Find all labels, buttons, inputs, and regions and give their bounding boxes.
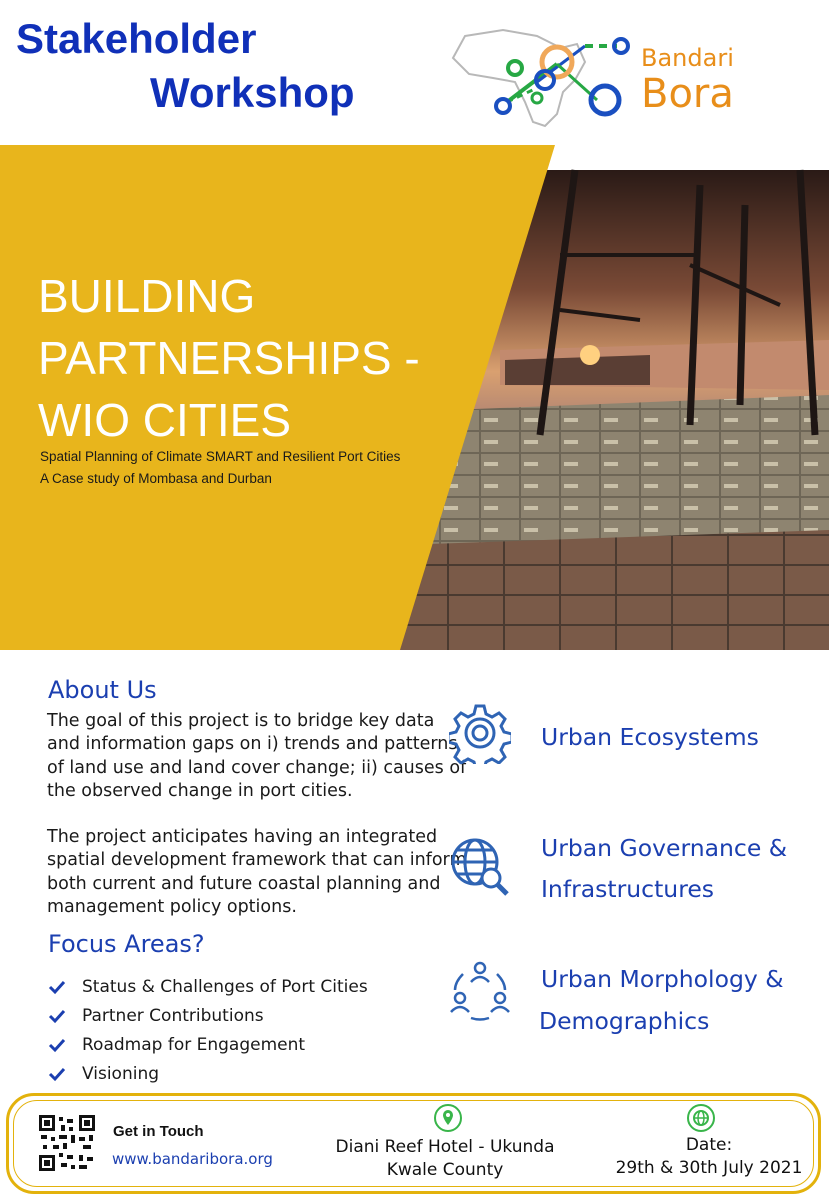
- africa-map-network-icon: [445, 22, 635, 132]
- footer-contact-bar: [6, 1093, 821, 1194]
- about-paragraph-1: The goal of this project is to bridge key data and information gaps on i) trends and patterns of land use and land cover change; ii) causes of the observed change in port cities.: [47, 711, 467, 802]
- area-label-ecosystems: Urban Ecosystems: [541, 723, 759, 751]
- date-value: 29th & 30th July 2021: [615, 1158, 803, 1178]
- focus-item-label: Visioning: [82, 1063, 160, 1084]
- venue-line-1: Diani Reef Hotel - Ukunda: [335, 1137, 555, 1157]
- logo-word-bandari: Bandari: [641, 44, 734, 72]
- focus-item-label: Roadmap for Engagement: [82, 1034, 306, 1055]
- check-icon: [48, 1036, 66, 1054]
- area-label-morphology-2: Demographics: [539, 1007, 710, 1035]
- location-pin-icon: [434, 1104, 462, 1132]
- globe-search-icon: [449, 836, 511, 898]
- logo-word-bora: Bora: [641, 71, 734, 117]
- focus-item: [48, 972, 368, 1001]
- contact-title: Get in Touch: [113, 1123, 204, 1140]
- hero-banner: [0, 145, 829, 650]
- area-label-governance-1: Urban Governance &: [541, 834, 788, 862]
- hero-subtitle-2: A Case study of Mombasa and Durban: [40, 471, 272, 486]
- gear-icon: [449, 702, 511, 764]
- title-line-2: Workshop: [150, 69, 355, 116]
- focus-item-label: Partner Contributions: [82, 1005, 264, 1026]
- qr-code[interactable]: [39, 1115, 95, 1171]
- date-label: Date:: [685, 1135, 733, 1155]
- date-globe-icon: [687, 1104, 715, 1132]
- about-paragraph-2: The project anticipates having an integrated spatial development framework that can inform both current and future coastal planning and management policy options.: [47, 827, 467, 918]
- title-line-1: Stakeholder: [16, 15, 257, 62]
- focus-list: [48, 972, 368, 1088]
- check-icon: [48, 1065, 66, 1083]
- check-icon: [48, 1007, 66, 1025]
- bandari-bora-logo: [445, 22, 815, 132]
- focus-heading: Focus Areas?: [48, 930, 205, 958]
- website-link[interactable]: www.bandaribora.org: [112, 1150, 273, 1168]
- check-icon: [48, 978, 66, 996]
- hero-subtitle-1: Spatial Planning of Climate SMART and Resilient Port Cities: [40, 449, 401, 464]
- event-date: [594, 1134, 824, 1180]
- area-label-governance-2: Infrastructures: [541, 875, 715, 903]
- people-cycle-icon: [449, 960, 511, 1022]
- venue: [309, 1136, 581, 1182]
- area-label-morphology-1: Urban Morphology &: [541, 965, 784, 993]
- focus-item: [48, 1059, 368, 1088]
- focus-item: [48, 1001, 368, 1030]
- focus-item: [48, 1030, 368, 1059]
- venue-line-2: Kwale County: [386, 1160, 504, 1180]
- hero-title: BUILDING PARTNERSHIPS - WIO CITIES: [38, 270, 420, 446]
- about-heading: About Us: [48, 676, 157, 704]
- focus-item-label: Status & Challenges of Port Cities: [82, 976, 368, 997]
